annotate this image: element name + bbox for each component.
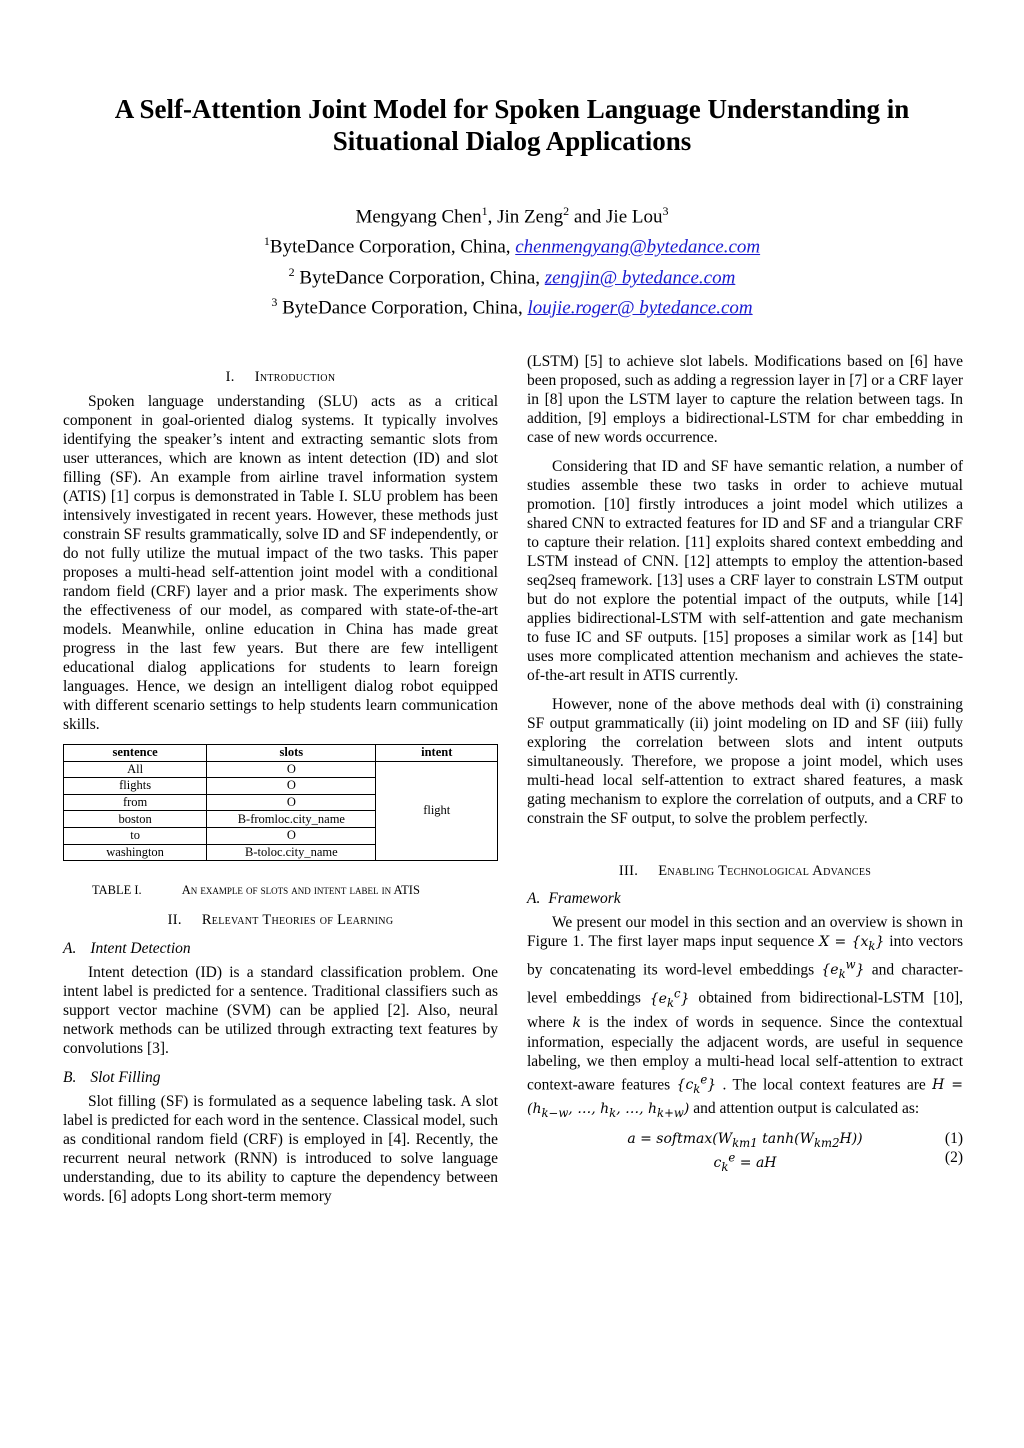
section-number: I. [225,369,235,385]
math-run: ) [683,1101,690,1118]
table-cell: O [207,827,376,844]
affiliation-text: ByteDance Corporation, China, [277,297,528,319]
math-sub: k [838,967,846,982]
affiliation-2 [60,260,964,290]
table-cell: flights [64,778,207,795]
affiliation-1 [60,229,964,259]
math-run: H = (h [527,1077,963,1118]
math-sup: c [674,986,681,1001]
text-run: We present our model in this section and an overview is shown in Figure 1. The first layer maps input sequence [527,914,963,950]
table-cell: B-toloc.city_name [207,844,376,861]
subsection-title: Slot Filling [90,1069,161,1087]
section-title: Introduction [254,369,336,385]
math-sub: km1 [732,1135,758,1150]
intent-detection-paragraph: Intent detection (ID) is a standard classification problem. One intent label is predicted for a sentence. Traditional classifiers such as support vector machine (SVM) can be applied [2]. Also, neural network methods can be utilized through extracting text features by convolutions [3]. [63,964,498,1058]
subsection-label: B. [63,1069,77,1087]
math-run: H)) [839,1130,863,1147]
author-name: Mengyang Chen [355,206,482,228]
slot-filling-paragraph: Slot filling (SF) is formulated as a sequence labeling task. A slot label is predicted for each word in the sentence. Classical model, such as conditional random field (CRF) is employed in [4]. Recently, the recurrent neural network (RNN) is introduced to solve language understanding, due to its ability to capture the dependency between words. [6] adopts Long short-term memory [63,1093,498,1206]
table-cell: O [207,794,376,811]
math-run: {c [676,1077,694,1094]
table-row [64,761,498,778]
paper-title: A Self-Attention Joint Model for Spoken Language Understanding in Situational Dialog Applications [114,94,910,156]
table-header-row [64,745,498,762]
text-run: obtained from bidirectional-LSTM [10], where [527,989,963,1031]
caption-text: An example of slots and intent label in ATIS [181,883,420,898]
table-cell: washington [64,844,207,861]
math-run: , …, h [616,1101,658,1118]
author-name: , Jin Zeng [487,206,564,228]
equation-2 [527,1148,963,1174]
section-title: Relevant Theories of Learning [201,912,394,929]
affiliation-sup: 3 [271,294,278,309]
subsection-title: Intent Detection [90,940,191,958]
table-cell: B-fromloc.city_name [207,811,376,828]
math-inline [676,1072,717,1097]
section-heading-relevant-theories [63,911,498,930]
equation-1 [527,1129,963,1148]
subsection-heading-slot-filling [63,1068,498,1087]
framework-paragraph [527,913,963,1123]
caption-label: TABLE I. [92,883,142,898]
author-names [60,199,964,229]
table-cell: O [207,761,376,778]
math-run: c [713,1154,722,1171]
math-sub: k [721,1159,729,1174]
table-header: sentence [64,745,207,762]
math-sup: e [728,1149,736,1164]
table-caption [63,881,498,900]
math-sup: w [845,957,856,972]
math-run: X = {x [819,934,869,950]
left-column [63,352,498,1206]
affiliation-3 [60,290,964,320]
intro-paragraph: Spoken language understanding (SLU) acts as a critical component in goal-oriented dialog systems. It typically involves identifying the speaker’s intent and extracting semantic slots from user utterances, which are known as intent detection (ID) and slot filling (SF). An example from airline travel information system (ATIS) [1] corpus is demonstrated in Table I. SLU problem has been intensively investigated in recent years. However, these methods just constrain SF results grammatically, solve ID and SF independently, or do not fully utilize the mutual impact of the two tasks. This paper proposes a multi-head self-attention joint model with a conditional random field (CRF) layer and a prior mask. The experiments show the effectiveness of our model, as compared with state-of-the-art models. Meanwhile, online education in China has made great progress in the last few years. But there are few intelligent educational dialog applications for students to learn foreign languages. Hence, we design an intelligent dialog robot equipped with different scenario settings to help students learn communication skills. [63,393,498,733]
section-title: Enabling Technological Advances [658,863,872,879]
author-sup: 1 [481,204,488,218]
table-cell: O [207,778,376,795]
math-sub: km2 [813,1135,840,1150]
math-sup: e [700,1072,708,1087]
author-block [60,199,964,320]
motivation-paragraph: However, none of the above methods deal with (i) constraining SF output grammatically (ii) joint modeling on ID and SF (iii) fully exploring the correlation between slots and intent outputs simultaneously. Therefore, we propose a joint model, which uses multi-head local self-attention to extract shared features, a mask gating mechanism to explore the correlation of outputs, and a CRF to constrain the SF output, to solve the problem perfectly. [527,696,963,827]
text-run: into vectors by concatenating its word-level embeddings [527,933,963,979]
subsection-label: A. [63,940,77,958]
table-cell: to [64,827,207,844]
math-inline: k [572,1014,582,1031]
affiliation-text: ByteDance Corporation, China, [269,236,516,258]
slu-example-table [63,744,498,861]
math-sub: k [666,995,675,1010]
math-sub: k [868,938,876,953]
text-run: is the index of words in sequence. Since the contextual information, especially the adjacent words, are useful in sequence labeling, we then employ a multi-head local self-attention to extract context-aware features [527,1013,963,1094]
text-run: and character-level embeddings [527,961,963,1007]
affiliation-sup: 1 [263,234,270,249]
affiliation-sup: 2 [288,264,295,279]
subsection-heading-framework [527,889,963,908]
equation-number: (1) [944,1129,963,1147]
math-sub: k [693,1082,701,1097]
math-sub: k [609,1105,617,1120]
text-run: and attention output is calculated as: [689,1100,920,1118]
math-inline [821,957,865,982]
equation-number: (2) [944,1148,963,1166]
author-name: and Jie Lou [569,206,663,228]
email-link[interactable]: chenmengyang@bytedance.com [515,236,761,258]
table-cell: All [64,761,207,778]
math-sub: k−w [541,1105,569,1120]
right-column [527,352,963,1174]
math-run: tanh(W [757,1130,814,1147]
section-heading-enabling-advances [527,862,963,881]
section-number: II. [167,912,182,929]
math-run: } [855,962,865,979]
table-header: slots [207,745,376,762]
email-link[interactable]: zengjin@ bytedance.com [544,266,736,288]
intent-cell: flight [376,761,498,861]
math-run: } [680,990,690,1007]
text-run: . The local context features are [716,1076,933,1094]
math-inline [819,934,885,953]
table-cell: boston [64,811,207,828]
subsection-heading-intent-detection [63,939,498,958]
lstm-paragraph: (LSTM) [5] to achieve slot labels. Modifications based on [6] have been proposed, such as adding a regression layer in [7] or a CRF layer in [8] upon the LSTM layer to capture the relation between tags. In addition, [9] employs a bidirectional-LSTM for char embedding in case of new words occurrence. [527,353,963,446]
math-run: a = softmax(W [627,1130,733,1147]
email-link[interactable]: loujie.roger@ bytedance.com [527,297,753,319]
math-run: } [875,934,885,950]
equation-body [627,1130,863,1150]
author-sup: 3 [662,204,669,218]
subsection-title: Framework [548,890,621,907]
section-number: III. [618,863,639,879]
math-run: } [707,1077,717,1094]
joint-models-paragraph: Considering that ID and SF have semantic relation, a number of studies assemble these two tasks in order to achieve mutual promotion. [10] firstly introduces a joint model which utilizes a shared CNN to extracted features for ID and SF and a triangular CRF to capture their relation. [11] exploits shared context embedding and LSTM instead of CNN. [12] attempts to employ the attention-based seq2seq framework. [13] uses a CRF layer to constrain LSTM output but do not explore the potential impact of the outputs, while [14] applies bidirectional-LSTM with self-attention and gate mechanism to fuse IC and SF outputs. [15] proposes a similar work as [14] but uses more complicated attention mechanism and achieves the state-of-the-art result in ATIS currently. [527,458,963,684]
math-run: {e [821,962,839,979]
math-run: = aH [735,1154,777,1171]
math-run: {e [649,990,667,1007]
math-run: , …, h [568,1101,610,1118]
table-cell: from [64,794,207,811]
equation-body [713,1149,777,1174]
math-inline [649,986,690,1010]
subsection-label: A. [527,890,541,907]
affiliation-text: ByteDance Corporation, China, [294,266,545,288]
section-heading-introduction [63,368,498,387]
table-header: intent [376,745,498,762]
math-sub: k+w [657,1105,684,1120]
author-sup: 2 [563,204,570,218]
